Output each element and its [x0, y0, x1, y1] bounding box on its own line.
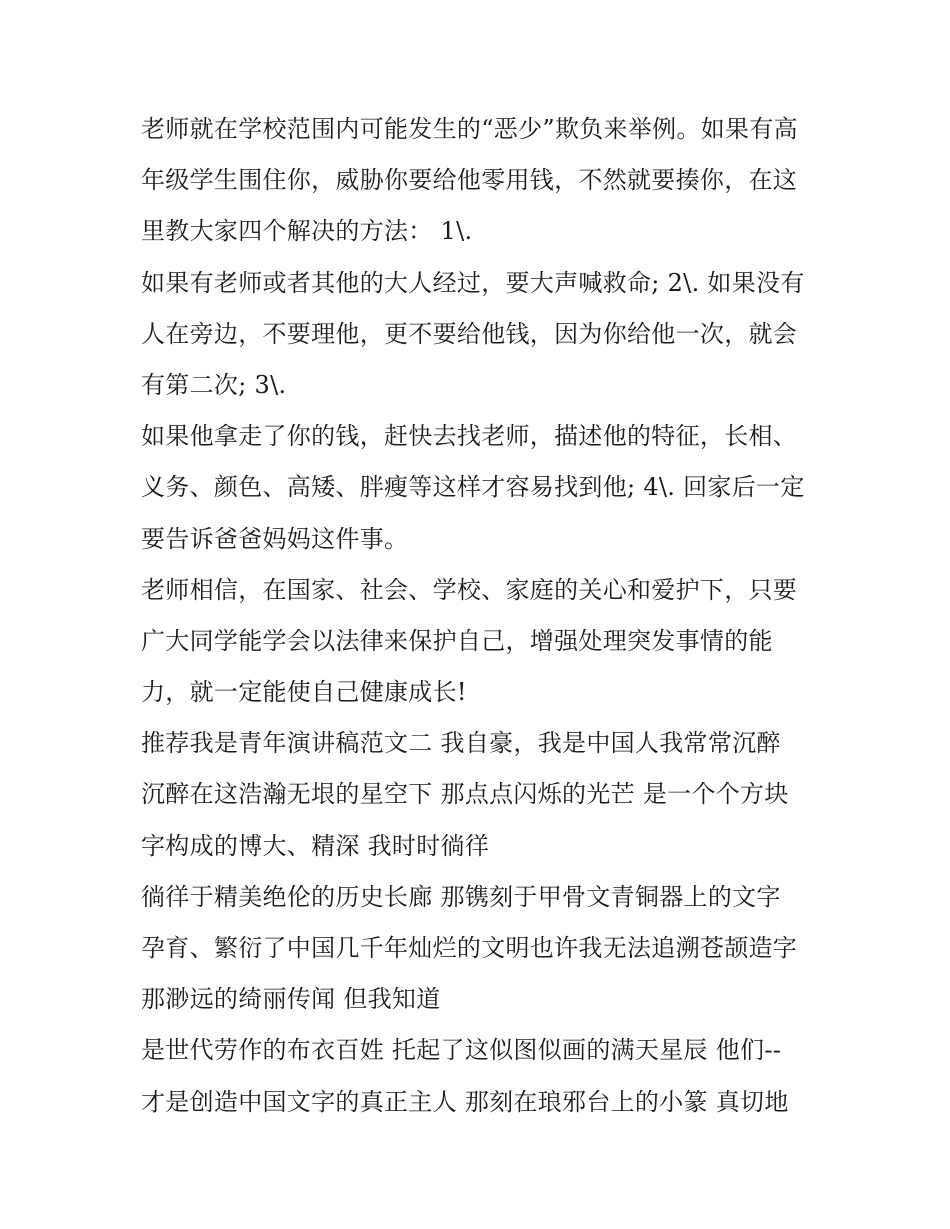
- text-line: 广大同学能学会以法律来保护自己，增强处理突发事情的能: [141, 626, 773, 655]
- text-line: 才是创造中国文字的真正主人 那刻在琅邪台上的小篆 真切地: [141, 1087, 789, 1116]
- text-line: 有第二次; 3\.: [141, 370, 287, 399]
- text-line: 那渺远的绮丽传闻 但我知道: [141, 985, 441, 1014]
- text-line: 力，就一定能使自己健康成长!: [141, 678, 467, 707]
- text-line: 义务、颜色、高矮、胖瘦等这样才容易找到他; 4\. 回家后一定: [141, 473, 805, 502]
- text-line: 推荐我是青年演讲稿范文二 我自豪，我是中国人我常常沉醉: [141, 729, 781, 758]
- text-line: 沉醉在这浩瀚无垠的星空下 那点点闪烁的光芒 是一个个方块: [141, 780, 789, 809]
- text-line: 年级学生围住你，威胁你要给他零用钱，不然就要揍你，在这: [141, 166, 798, 195]
- body-text: [141, 104, 821, 1128]
- text-line: 徜徉于精美绝伦的历史长廊 那镌刻于甲骨文青铜器上的文字: [141, 882, 781, 911]
- text-line: 里教大家四个解决的方法： 1\.: [141, 217, 473, 246]
- text-line: 老师相信，在国家、社会、学校、家庭的关心和爱护下，只要: [141, 575, 798, 604]
- text-line: 老师就在学校范围内可能发生的“恶少”欺负来举例。如果有高: [141, 115, 798, 143]
- text-line: 要告诉爸爸妈妈这件事。: [141, 524, 409, 553]
- text-line: 人在旁边，不要理他，更不要给他钱，因为你给他一次，就会: [141, 319, 798, 348]
- text-line: 如果他拿走了你的钱，赶快去找老师，描述他的特征，长相、: [141, 422, 798, 451]
- text-line: 字构成的博大、精深 我时时徜徉: [141, 831, 490, 860]
- text-line: 是世代劳作的布衣百姓 托起了这似图似画的满天星辰 他们--: [141, 1036, 782, 1065]
- text-line: 如果有老师或者其他的大人经过，要大声喊救命; 2\. 如果没有: [141, 268, 805, 297]
- text-line: 孕育、繁衍了中国几千年灿烂的文明也许我无法追溯苍颉造字: [141, 934, 798, 962]
